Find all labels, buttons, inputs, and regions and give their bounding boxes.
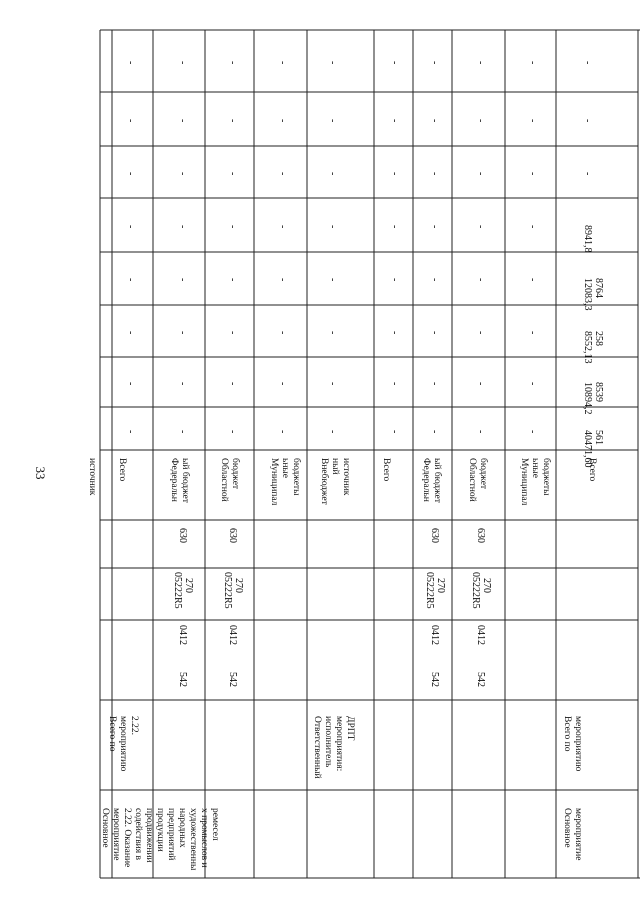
- main-activity-name: народных: [177, 808, 187, 848]
- row-value: -: [429, 172, 440, 176]
- row-csr-code: 05222R5: [172, 572, 183, 609]
- activity-total-label: 2.22.: [129, 716, 139, 735]
- row-value: -: [125, 172, 136, 176]
- row-value: -: [177, 119, 188, 123]
- row-grbs-code: 542: [227, 672, 238, 687]
- row-value: -: [125, 61, 136, 65]
- row-value: -: [327, 278, 338, 282]
- row-value: -: [177, 331, 188, 335]
- main-activity-name: содействия в: [133, 808, 143, 860]
- row-value: -: [227, 331, 238, 335]
- row-value: -: [527, 278, 538, 282]
- row-source-label: ый бюджет: [180, 458, 190, 503]
- row-value: -: [429, 430, 440, 434]
- row-value: -: [327, 225, 338, 229]
- row-value: -: [389, 172, 400, 176]
- responsible-executor-label: мероприятия:: [334, 716, 344, 772]
- row-source-label: Всего: [381, 458, 391, 482]
- row-value: -: [389, 430, 400, 434]
- row-source-label: Областной: [467, 458, 477, 502]
- row-value: -: [227, 172, 238, 176]
- row-value: -: [475, 278, 486, 282]
- row-rz-code: 0412: [177, 625, 188, 645]
- row-csr-code: 270: [481, 578, 492, 593]
- row-grbs-code: 542: [429, 672, 440, 687]
- row-rz-code: 0412: [227, 625, 238, 645]
- row-value: -: [125, 331, 136, 335]
- row-value: -: [389, 225, 400, 229]
- row-value: -: [227, 119, 238, 123]
- row-value: -: [429, 225, 440, 229]
- row-value: -: [277, 382, 288, 386]
- row-source-label: ьные: [530, 458, 540, 479]
- row-value: -: [527, 430, 538, 434]
- row-value: -: [527, 61, 538, 65]
- row-value: -: [475, 172, 486, 176]
- page-number: 33: [33, 466, 48, 480]
- row-csr-code: 270: [183, 578, 194, 593]
- row-value: -: [277, 278, 288, 282]
- row-csr-code: 05222R5: [222, 572, 233, 609]
- row-source-label: ый бюджет: [432, 458, 442, 503]
- main-activity-name: художественны: [188, 808, 198, 871]
- row-value: -: [327, 382, 338, 386]
- row-value: -: [177, 430, 188, 434]
- row-value: -: [527, 331, 538, 335]
- row-vr-code: 630: [429, 528, 440, 543]
- row-value: -: [125, 119, 136, 123]
- responsible-executor-label: ДРПТ: [345, 716, 355, 741]
- row-value: -: [429, 382, 440, 386]
- row-value: -: [227, 382, 238, 386]
- row-value: 12083,3: [582, 278, 593, 311]
- row-value: -: [475, 225, 486, 229]
- row-value: -: [475, 331, 486, 335]
- row-value: -: [277, 430, 288, 434]
- row-csr-code: 05222R5: [470, 572, 481, 609]
- responsible-executor-label: Ответственный: [312, 716, 322, 779]
- row-value: 8539: [593, 382, 604, 402]
- row-value: -: [429, 119, 440, 123]
- row-value: -: [582, 61, 593, 65]
- row-value: -: [429, 61, 440, 65]
- row-value: -: [227, 430, 238, 434]
- main-activity-name: х промыслов и: [199, 808, 209, 868]
- row-source-label: Областной: [219, 458, 229, 502]
- row-value: -: [327, 331, 338, 335]
- row-value: -: [177, 172, 188, 176]
- row-vr-code: 630: [475, 528, 486, 543]
- row-value: 8552,13: [582, 331, 593, 364]
- main-activity-name: продукции: [155, 808, 165, 852]
- row-value: -: [389, 278, 400, 282]
- row-source-label: Муниципал: [519, 458, 529, 506]
- row-csr-code: 270: [435, 578, 446, 593]
- row-source-label: Всего: [587, 458, 597, 482]
- main-activity-name: ремесел: [210, 808, 220, 841]
- source-column-header: источник: [87, 458, 97, 496]
- row-value: -: [177, 382, 188, 386]
- row-value: -: [125, 430, 136, 434]
- row-value: -: [389, 61, 400, 65]
- row-source-label: ный: [330, 458, 340, 475]
- row-value: -: [227, 61, 238, 65]
- row-source-label: Муниципал: [269, 458, 279, 506]
- responsible-executor-label: исполнитель: [323, 716, 333, 768]
- row-value: -: [327, 61, 338, 65]
- main-activity-name: 2.22. Оказание: [122, 808, 132, 868]
- row-vr-code: 630: [177, 528, 188, 543]
- row-value: -: [125, 225, 136, 229]
- main-activity-name: мероприятие: [573, 808, 583, 861]
- row-value: -: [125, 278, 136, 282]
- row-grbs-code: 542: [475, 672, 486, 687]
- row-value: -: [227, 225, 238, 229]
- row-value: -: [177, 61, 188, 65]
- main-activity-name: Основное: [100, 808, 110, 848]
- main-activity-name: предприятий: [166, 808, 176, 861]
- activity-total-label: Всего по: [107, 716, 117, 752]
- row-value: -: [327, 119, 338, 123]
- row-value: -: [475, 382, 486, 386]
- row-csr-code: 270: [233, 578, 244, 593]
- row-source-label: бюджеты: [541, 458, 551, 496]
- row-value: 8941,8: [582, 225, 593, 253]
- row-source-label: Федеральн: [169, 458, 179, 502]
- row-value: -: [389, 382, 400, 386]
- row-value: -: [429, 331, 440, 335]
- row-rz-code: 0412: [475, 625, 486, 645]
- row-value: -: [582, 119, 593, 123]
- row-value: -: [527, 382, 538, 386]
- main-activity-name: продвижении: [144, 808, 154, 863]
- row-source-label: бюджет: [230, 458, 240, 490]
- row-rz-code: 0412: [429, 625, 440, 645]
- row-value: 258: [593, 331, 604, 346]
- row-value: -: [527, 172, 538, 176]
- main-activity-name: Основное: [562, 808, 572, 848]
- row-value: -: [389, 331, 400, 335]
- row-source-label: источник: [341, 458, 351, 496]
- row-value: -: [277, 225, 288, 229]
- activity-total-label: мероприятию: [118, 716, 128, 772]
- row-value: 10894,2: [582, 382, 593, 415]
- activity-total-label: Всего по: [562, 716, 572, 752]
- row-value: -: [277, 331, 288, 335]
- row-value: -: [277, 119, 288, 123]
- row-value: -: [327, 172, 338, 176]
- row-source-label: ьные: [280, 458, 290, 479]
- row-value: -: [277, 172, 288, 176]
- row-value: -: [527, 119, 538, 123]
- row-value: 40471,60: [582, 430, 593, 468]
- activity-total-label: мероприятию: [573, 716, 583, 772]
- row-source-label: Внебюджет: [319, 458, 329, 505]
- row-vr-code: 630: [227, 528, 238, 543]
- row-value: -: [582, 172, 593, 176]
- row-csr-code: 05222R5: [424, 572, 435, 609]
- row-value: -: [389, 119, 400, 123]
- row-value: -: [125, 382, 136, 386]
- row-value: -: [177, 278, 188, 282]
- row-source-label: Федеральн: [421, 458, 431, 502]
- row-value: 8764: [593, 278, 604, 298]
- row-value: -: [475, 430, 486, 434]
- row-value: -: [527, 225, 538, 229]
- row-value: -: [277, 61, 288, 65]
- main-activity-name: мероприятие: [111, 808, 121, 861]
- row-value: 561: [593, 430, 604, 445]
- row-source-label: бюджеты: [291, 458, 301, 496]
- row-value: -: [227, 278, 238, 282]
- row-value: -: [327, 430, 338, 434]
- row-source-label: бюджет: [478, 458, 488, 490]
- row-grbs-code: 542: [177, 672, 188, 687]
- row-source-label: Всего: [117, 458, 127, 482]
- row-value: -: [475, 61, 486, 65]
- row-value: -: [429, 278, 440, 282]
- row-value: -: [475, 119, 486, 123]
- row-value: -: [177, 225, 188, 229]
